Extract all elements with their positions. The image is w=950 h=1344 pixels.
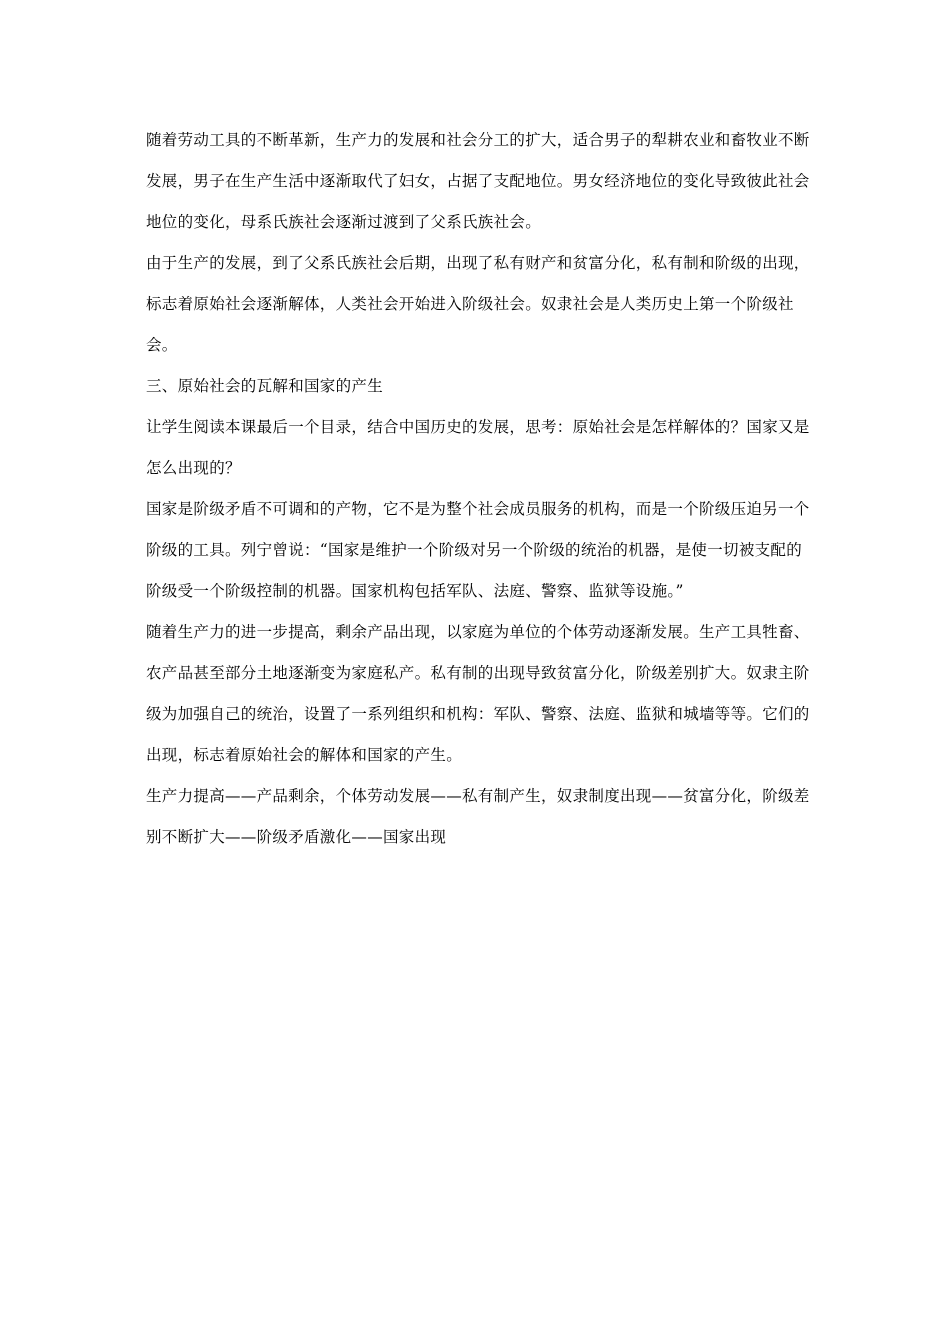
- paragraph-reading-task: 让学生阅读本课最后一个目录，结合中国历史的发展，思考：原始社会是怎样解体的？国家又是怎么出现的？: [146, 418, 810, 477]
- paragraph-summary-chain: 生产力提高——产品剩余，个体劳动发展——私有制产生，奴隶制度出现——贫富分化，阶级差别不断扩大——阶级矛盾激化——国家出现: [146, 787, 810, 846]
- section-heading: 三、原始社会的瓦解和国家的产生: [146, 377, 384, 395]
- paragraph-class-society: 由于生产的发展，到了父系氏族社会后期，出现了私有财产和贫富分化，私有制和阶级的出现，标志着原始社会逐渐解体，人类社会开始进入阶级社会。奴隶社会是人类历史上第一个阶级社会。: [146, 254, 810, 354]
- document-body: [146, 120, 816, 858]
- paragraph-state-definition: 国家是阶级矛盾不可调和的产物，它不是为整个社会成员服务的机构，而是一个阶级压迫另一个阶级的工具。列宁曾说：“国家是维护一个阶级对另一个阶级的统治的机器，是使一切被支配的阶级受一个阶级控制的机器。国家机构包括军队、法庭、警察、监狱等设施。”: [146, 500, 810, 600]
- paragraph-state-emergence: 随着生产力的进一步提高，剩余产品出现，以家庭为单位的个体劳动逐渐发展。生产工具牲畜、农产品甚至部分土地逐渐变为家庭私产。私有制的出现导致贫富分化，阶级差别扩大。奴隶主阶级为加强自己的统治，设置了一系列组织和机构：军队、警察、法庭、监狱和城墙等等。它们的出现，标志着原始社会的解体和国家的产生。: [146, 623, 810, 764]
- paragraph-patriarchal-transition: 随着劳动工具的不断革新，生产力的发展和社会分工的扩大，适合男子的犁耕农业和畜牧业不断发展，男子在生产生活中逐渐取代了妇女，占据了支配地位。男女经济地位的变化导致彼此社会地位的变化，母系氏族社会逐渐过渡到了父系氏族社会。: [146, 131, 810, 231]
